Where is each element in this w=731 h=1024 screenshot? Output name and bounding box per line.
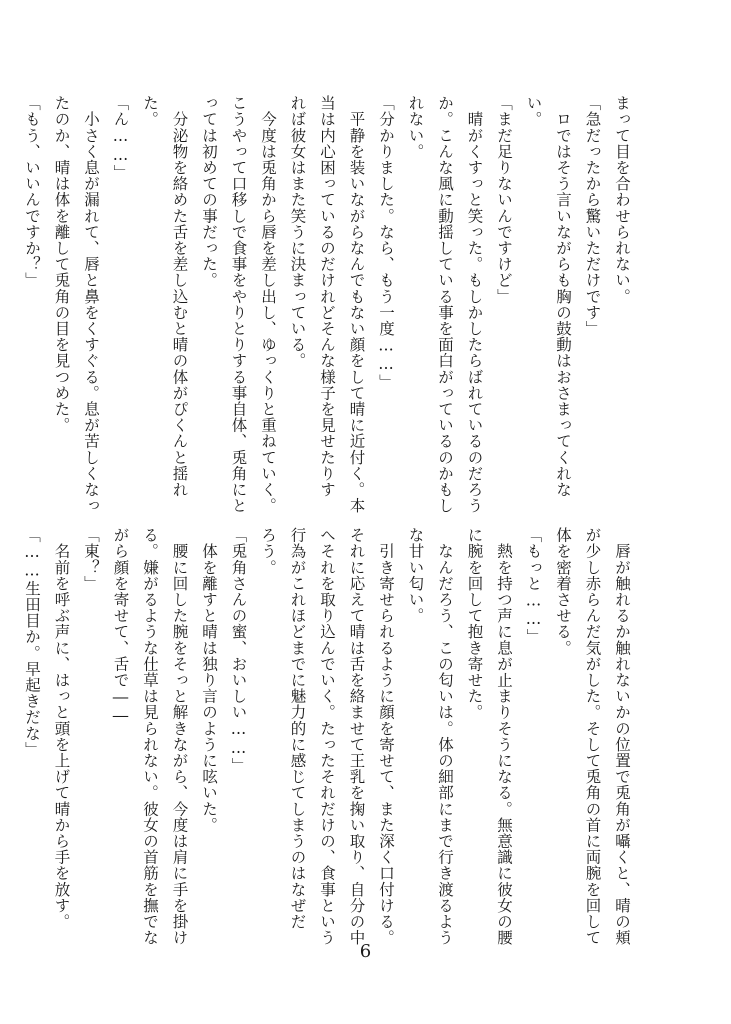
text-line: 「もう、いいんですか？」 — [23, 95, 41, 289]
text-line: が少し赤らんだ気がした。そして兎角の首に両腕を回して — [583, 527, 602, 946]
text-line: 「……生田目か。早起きだな」 — [23, 527, 41, 758]
text-line: 今度は兎角から唇を差し出し、ゆっくりと重ねていく。 — [259, 95, 277, 514]
text-block-upper — [23, 95, 636, 514]
text-line: 体を密着させる。 — [554, 527, 572, 656]
text-line: 行為がこれほどまでに魅力的に感じてしまうのはなぜだ — [288, 527, 307, 930]
text-line: 分泌物を絡めた舌を差し込むと晴の体がぴくんと揺れ — [170, 95, 189, 498]
text-line: 「ん……」 — [111, 95, 130, 181]
text-line: まって目を合わせられない。 — [613, 95, 631, 305]
text-line: 唇が触れるか触れないかの位置で兎角が囁くと、晴の頬 — [613, 527, 631, 946]
text-line: こうやって口移しで食事をやりとりする事自体、兎角にと — [229, 95, 248, 514]
text-line: 晴がくすっと笑った。もしかしたらばれているのだろう — [465, 95, 484, 514]
text-line: に腕を回して抱き寄せた。 — [465, 527, 484, 721]
text-line: なんだろう、この匂いは。体の細部にまで行き渡るよう — [436, 527, 454, 946]
text-line: へそれを取り込んでいく。たったそれだけの、食事という — [318, 527, 336, 946]
text-line: な甘い匂い。 — [406, 527, 425, 624]
text-line: たのか、晴は体を離して兎角の目を見つめた。 — [52, 95, 71, 434]
text-line: か。こんな風に動揺している事を面白がっているのかもし — [436, 95, 454, 514]
text-line: 小さく息が漏れて、唇と鼻をくすぐる。息が苦しくなっ — [82, 95, 100, 514]
text-line: 名前を呼ぶ声に、はっと頭を上げて晴から手を放す。 — [52, 527, 71, 930]
text-line: 「急だったから驚いただけです」 — [583, 95, 602, 337]
text-line: ろう。 — [259, 527, 277, 576]
page-number: 6 — [359, 941, 372, 962]
text-line: ロではそう言いながらも胸の鼓動はおさまってくれな — [554, 95, 572, 498]
text-line: がら顔を寄せて、舌で―― — [111, 527, 130, 726]
text-line: それに応えて晴は舌を絡ませて王乳を掬い取り、自分の中 — [347, 527, 366, 946]
text-line: 「東？」 — [82, 527, 100, 592]
text-line: た。 — [141, 95, 159, 128]
text-line: 熱を持つ声に息が止まりそうになる。無意識に彼女の腰 — [495, 527, 513, 946]
text-line: れない。 — [406, 95, 425, 160]
text-block-lower — [23, 527, 636, 946]
text-line: っては初めての事だった。 — [200, 95, 218, 289]
text-line: 「分かりました。なら、もう一度……」 — [377, 95, 395, 390]
text-line: 平静を装いながらなんでもない顔をして晴に近付く。本 — [347, 95, 366, 514]
text-line: い。 — [524, 95, 543, 128]
text-line: 当は内心困っているのだけれどそんな様子を見せたりす — [318, 95, 336, 498]
text-line: 腰に回した腕をそっと解きながら、今度は肩に手を掛け — [170, 527, 189, 946]
text-line: れば彼女はまた笑うに決まっている。 — [288, 95, 307, 369]
text-line: 「まだ足りないんですけど」 — [495, 95, 513, 305]
text-line: 「兎角さんの蜜、おいしい……」 — [229, 527, 248, 774]
text-line: 引き寄せられるように顔を寄せて、また深く口付ける。 — [377, 527, 395, 946]
text-line: る。嫌がるような仕草は見られない。彼女の首筋を撫でな — [141, 527, 159, 946]
text-line: 「もっと……」 — [524, 527, 543, 645]
text-line: 体を離すと晴は独り言のように呟いた。 — [200, 527, 218, 833]
